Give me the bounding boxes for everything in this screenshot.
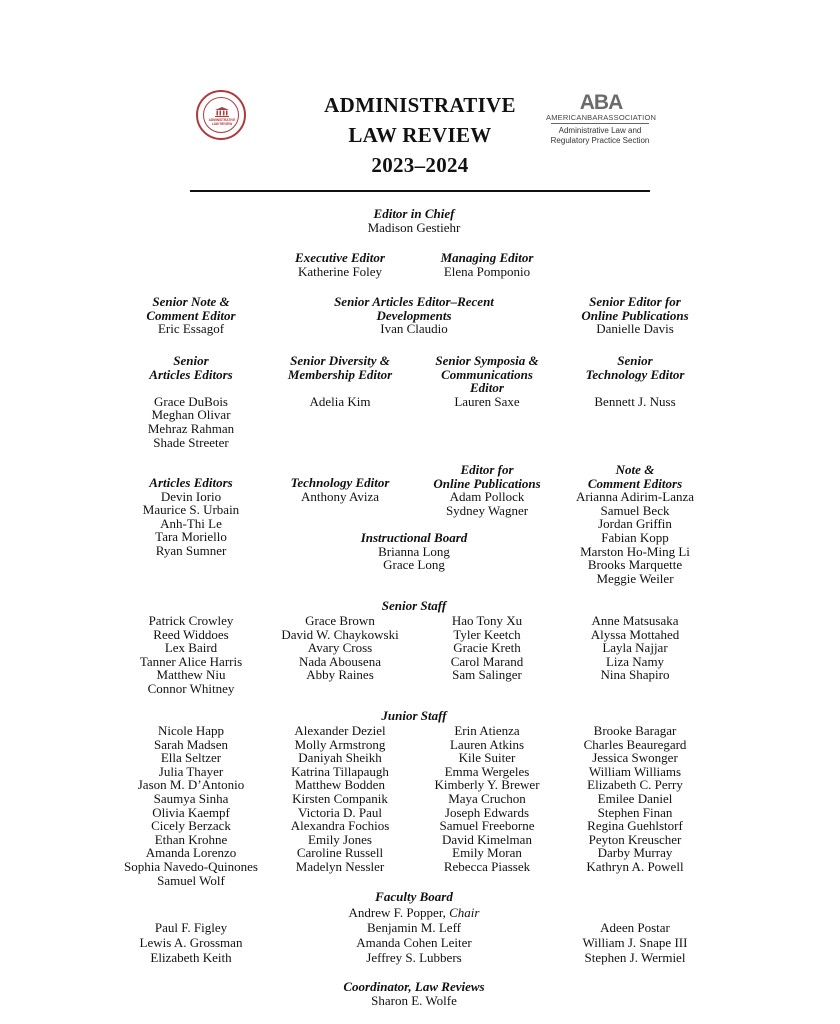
masthead-block-fb1 bbox=[116, 920, 266, 965]
person-name: Arianna Adirim-Lanza bbox=[575, 489, 695, 505]
section-heading: Instructional Board bbox=[360, 530, 468, 545]
person-name: Kathryn A. Powell bbox=[586, 858, 684, 874]
masthead-block-nce bbox=[560, 463, 710, 585]
person-name: Madison Gestiehr bbox=[367, 219, 461, 235]
person-name: Emily Jones bbox=[308, 831, 372, 847]
seal-text-line: ADMINISTRATIVE bbox=[208, 118, 236, 122]
person-name: Ivan Claudio bbox=[380, 321, 448, 337]
person-name: Mehraz Rahman bbox=[147, 420, 235, 436]
section-heading: Membership Editor bbox=[287, 366, 393, 382]
person-name: Adam Pollock bbox=[449, 489, 525, 505]
person-name: Peyton Kreuscher bbox=[588, 831, 682, 847]
seal-text bbox=[206, 119, 238, 126]
section-heading: Communications bbox=[441, 366, 533, 382]
aba-logo-text: ABA bbox=[579, 91, 623, 112]
person-name bbox=[560, 381, 710, 395]
person-name: Nicole Happ bbox=[157, 723, 225, 738]
section-heading: Articles Editors bbox=[149, 366, 233, 382]
person-name: Sarah Madsen bbox=[153, 736, 228, 752]
person-name: Brooke Baragar bbox=[593, 723, 677, 738]
person-name: Emilee Daniel bbox=[597, 790, 673, 806]
person-name: Katrina Tillapaugh bbox=[291, 763, 389, 779]
person-name: Regina Guehlstorf bbox=[587, 818, 683, 834]
title-year: 2023–2024 bbox=[371, 153, 469, 177]
page-title bbox=[290, 90, 550, 180]
person-name: Jordan Griffin bbox=[598, 516, 672, 532]
person-name: Alyssa Mottahed bbox=[590, 626, 680, 642]
person-name: Kile Suiter bbox=[458, 750, 516, 766]
section-heading: Editor in Chief bbox=[373, 206, 455, 221]
masthead-block-js3 bbox=[412, 724, 562, 874]
title-line: ADMINISTRATIVE bbox=[324, 93, 516, 117]
masthead-block-ss4 bbox=[560, 614, 710, 682]
masthead-block-ss1 bbox=[116, 614, 266, 696]
masthead-block-coord bbox=[304, 980, 524, 1007]
person-name: Victoria D. Paul bbox=[297, 804, 383, 820]
masthead-block-ib bbox=[314, 531, 514, 572]
person-name: William J. Snape III bbox=[582, 935, 688, 950]
section-heading: Comment Editors bbox=[587, 475, 683, 491]
person-name: Sharon E. Wolfe bbox=[371, 992, 457, 1008]
aba-divider bbox=[551, 123, 649, 124]
section-heading: Junior Staff bbox=[381, 708, 447, 723]
person-name: Nina Shapiro bbox=[600, 667, 670, 683]
person-name: Gracie Kreth bbox=[453, 640, 521, 656]
masthead-block-te bbox=[265, 476, 415, 503]
seal-text-line: LAW REVIEW bbox=[211, 121, 233, 126]
masthead-block-exec bbox=[265, 251, 415, 278]
person-name: Elizabeth C. Perry bbox=[587, 777, 683, 793]
person-name: Brooks Marquette bbox=[587, 557, 683, 573]
section-heading: Senior Symposia & bbox=[435, 353, 539, 368]
person-name: Danielle Davis bbox=[596, 321, 674, 337]
section-heading: Developments bbox=[376, 307, 452, 323]
chair-name: Andrew F. Popper, bbox=[348, 905, 446, 920]
person-name: Sydney Wagner bbox=[445, 502, 529, 518]
person-name: Marston Ho-Ming Li bbox=[580, 543, 690, 559]
person-name bbox=[116, 381, 266, 395]
person-name: Kirsten Companik bbox=[292, 790, 388, 806]
person-name: Jessica Swonger bbox=[592, 750, 678, 766]
administrative-law-review-seal bbox=[196, 90, 246, 140]
person-name: Matthew Bodden bbox=[295, 777, 385, 793]
masthead-block-fb-h bbox=[314, 890, 514, 904]
person-name: Bennett J. Nuss bbox=[594, 393, 676, 409]
section-heading: Online Publications bbox=[433, 475, 541, 491]
section-heading: Managing Editor bbox=[440, 250, 534, 265]
masthead-block-eop bbox=[412, 463, 562, 517]
person-name: Elizabeth Keith bbox=[150, 950, 232, 965]
person-name: Meggie Weiler bbox=[596, 570, 674, 586]
person-name: Fabian Kopp bbox=[601, 529, 669, 545]
person-name: Sophia Navedo-Quinones bbox=[124, 858, 258, 874]
header-rule bbox=[190, 190, 650, 192]
person-name: Connor Whitney bbox=[147, 680, 235, 696]
person-name: Amanda Cohen Leiter bbox=[356, 935, 472, 950]
person-name: Stephen J. Wermiel bbox=[584, 950, 686, 965]
aba-section bbox=[540, 126, 660, 146]
person-name: Patrick Crowley bbox=[148, 613, 234, 628]
person-name: Eric Essagof bbox=[157, 321, 225, 337]
person-name: Samuel Freeborne bbox=[439, 818, 535, 834]
section-heading: Comment Editor bbox=[146, 307, 236, 323]
masthead-block-ste bbox=[560, 354, 710, 408]
person-name: Grace DuBois bbox=[153, 393, 228, 409]
person-name: Avary Cross bbox=[307, 640, 373, 656]
person-name: Amanda Lorenzo bbox=[145, 845, 237, 861]
section-heading: Technology Editor bbox=[585, 366, 685, 382]
aba-section-line: Regulatory Practice Section bbox=[550, 136, 650, 145]
person-name: Devin Iorio bbox=[160, 488, 222, 504]
section-heading: Senior Staff bbox=[381, 598, 447, 613]
person-name: Layla Najjar bbox=[602, 640, 668, 656]
person-name: Kimberly Y. Brewer bbox=[434, 777, 540, 793]
masthead-block-snce bbox=[116, 295, 266, 336]
person-name: Samuel Wolf bbox=[157, 872, 225, 888]
aba-name: AMERICANBARASSOCIATION bbox=[546, 113, 657, 122]
section-heading: Senior Articles Editor–Recent bbox=[334, 294, 494, 309]
section-heading: Editor for bbox=[460, 462, 514, 477]
person-name: Katherine Foley bbox=[297, 263, 383, 279]
person-name: Hao Tony Xu bbox=[451, 613, 523, 628]
person-name: Maurice S. Urbain bbox=[142, 502, 240, 518]
masthead-block-ssce bbox=[412, 354, 562, 408]
section-heading: Technology Editor bbox=[290, 475, 390, 490]
section-heading: Faculty Board bbox=[375, 889, 453, 904]
section-heading: Editor bbox=[470, 380, 504, 396]
masthead-block-sae-recent bbox=[294, 295, 534, 336]
person-name: Daniyah Sheikh bbox=[298, 750, 382, 766]
person-name: Caroline Russell bbox=[296, 845, 384, 861]
section-heading: Senior Editor for bbox=[589, 294, 681, 309]
person-name: Lex Baird bbox=[164, 640, 218, 656]
masthead-block-js4 bbox=[560, 724, 710, 874]
seal-inner-ring bbox=[203, 97, 239, 133]
person-name: David W. Chaykowski bbox=[281, 626, 399, 642]
person-name: Ethan Krohne bbox=[154, 831, 228, 847]
person-name: Charles Beauregard bbox=[583, 736, 687, 752]
person-name: Lauren Atkins bbox=[449, 736, 524, 752]
person-name: Anne Matsusaka bbox=[591, 613, 679, 628]
person-name: Grace Brown bbox=[305, 613, 375, 628]
aba-logo-icon bbox=[576, 90, 626, 112]
person-name: Madelyn Nessler bbox=[295, 858, 385, 874]
person-name: Tyler Keetch bbox=[453, 626, 521, 642]
person-name: Maya Cruchon bbox=[448, 790, 526, 806]
person-name: Lauren Saxe bbox=[454, 393, 520, 409]
person-name: Darby Murray bbox=[597, 845, 673, 861]
title-line: LAW REVIEW bbox=[348, 123, 492, 147]
person-name: Saumya Sinha bbox=[153, 790, 229, 806]
person-name: Matthew Niu bbox=[156, 667, 226, 683]
person-name: Lewis A. Grossman bbox=[139, 935, 243, 950]
person-name: Abby Raines bbox=[306, 667, 374, 683]
masthead-block-se-online bbox=[560, 295, 710, 336]
masthead-block-ss-h bbox=[314, 599, 514, 613]
section-heading: Senior Diversity & bbox=[290, 353, 390, 368]
masthead-block-ss2 bbox=[265, 614, 415, 682]
courthouse-icon bbox=[215, 107, 229, 117]
person-name: Alexander Deziel bbox=[294, 723, 386, 738]
person-name: Cicely Berzack bbox=[151, 818, 231, 834]
person-name: Brianna Long bbox=[378, 543, 450, 559]
masthead-block-ae bbox=[116, 476, 266, 558]
person-name: Olivia Kaempf bbox=[152, 804, 230, 820]
person-name: Shade Streeter bbox=[153, 434, 229, 450]
masthead-block-js-h bbox=[314, 709, 514, 723]
person-name: Emily Moran bbox=[452, 845, 522, 861]
masthead-block-fb3 bbox=[560, 920, 710, 965]
aba-section-line: Administrative Law and bbox=[558, 126, 642, 135]
chair-role: Chair bbox=[449, 905, 480, 920]
person-name bbox=[265, 381, 415, 395]
person-name: Carol Marand bbox=[450, 653, 524, 669]
section-heading: Senior Note & bbox=[152, 294, 230, 309]
person-name: Elena Pomponio bbox=[443, 263, 531, 279]
person-name: Alexandra Fochios bbox=[290, 818, 390, 834]
masthead-block-js1 bbox=[116, 724, 266, 887]
masthead-block-sae bbox=[116, 354, 266, 449]
person-name: Nada Abousena bbox=[299, 653, 381, 669]
masthead-block-managing bbox=[412, 251, 562, 278]
person-name: Liza Namy bbox=[605, 653, 665, 669]
person-name: Reed Widdoes bbox=[153, 626, 229, 642]
person-name: Grace Long bbox=[383, 557, 445, 573]
masthead-block-ss3 bbox=[412, 614, 562, 682]
person-name: Stephen Finan bbox=[597, 804, 673, 820]
section-heading: Coordinator, Law Reviews bbox=[343, 979, 485, 994]
person-name: David Kimelman bbox=[442, 831, 532, 847]
person-name: Joseph Edwards bbox=[444, 804, 530, 820]
masthead-block-fb-chair bbox=[304, 905, 524, 920]
person-name: Adelia Kim bbox=[309, 393, 371, 409]
person-name: Benjamin M. Leff bbox=[367, 920, 461, 935]
section-heading: Executive Editor bbox=[295, 250, 385, 265]
section-heading: Senior bbox=[173, 353, 209, 368]
person-name: William Williams bbox=[588, 763, 682, 779]
faculty-chair bbox=[304, 905, 524, 920]
person-name: Tara Moriello bbox=[155, 529, 227, 545]
person-name: Jason M. D’Antonio bbox=[137, 777, 245, 793]
person-name: Molly Armstrong bbox=[294, 736, 386, 752]
person-name: Meghan Olivar bbox=[151, 407, 231, 423]
section-heading: Note & bbox=[615, 462, 655, 477]
person-name: Rebecca Piassek bbox=[443, 858, 531, 874]
section-heading: Senior bbox=[617, 353, 653, 368]
person-name: Tanner Alice Harris bbox=[139, 653, 243, 669]
section-heading: Online Publications bbox=[581, 307, 689, 323]
person-name: Ryan Sumner bbox=[155, 542, 227, 558]
section-heading: Articles Editors bbox=[149, 475, 233, 490]
person-name: Anh-Thi Le bbox=[160, 515, 222, 531]
person-name: Erin Atienza bbox=[454, 723, 520, 738]
person-name: Anthony Aviza bbox=[300, 488, 380, 504]
person-name: Sam Salinger bbox=[452, 667, 522, 683]
masthead-block-sdme bbox=[265, 354, 415, 408]
person-name: Paul F. Figley bbox=[154, 920, 228, 935]
masthead-block-eic bbox=[304, 207, 524, 234]
person-name: Samuel Beck bbox=[600, 502, 670, 518]
person-name: Ella Seltzer bbox=[160, 750, 222, 766]
masthead-block-js2 bbox=[265, 724, 415, 874]
masthead-block-fb2 bbox=[324, 920, 504, 965]
person-name: Julia Thayer bbox=[158, 763, 224, 779]
person-name: Emma Wergeles bbox=[444, 763, 530, 779]
person-name: Jeffrey S. Lubbers bbox=[366, 950, 462, 965]
person-name: Adeen Postar bbox=[600, 920, 670, 935]
